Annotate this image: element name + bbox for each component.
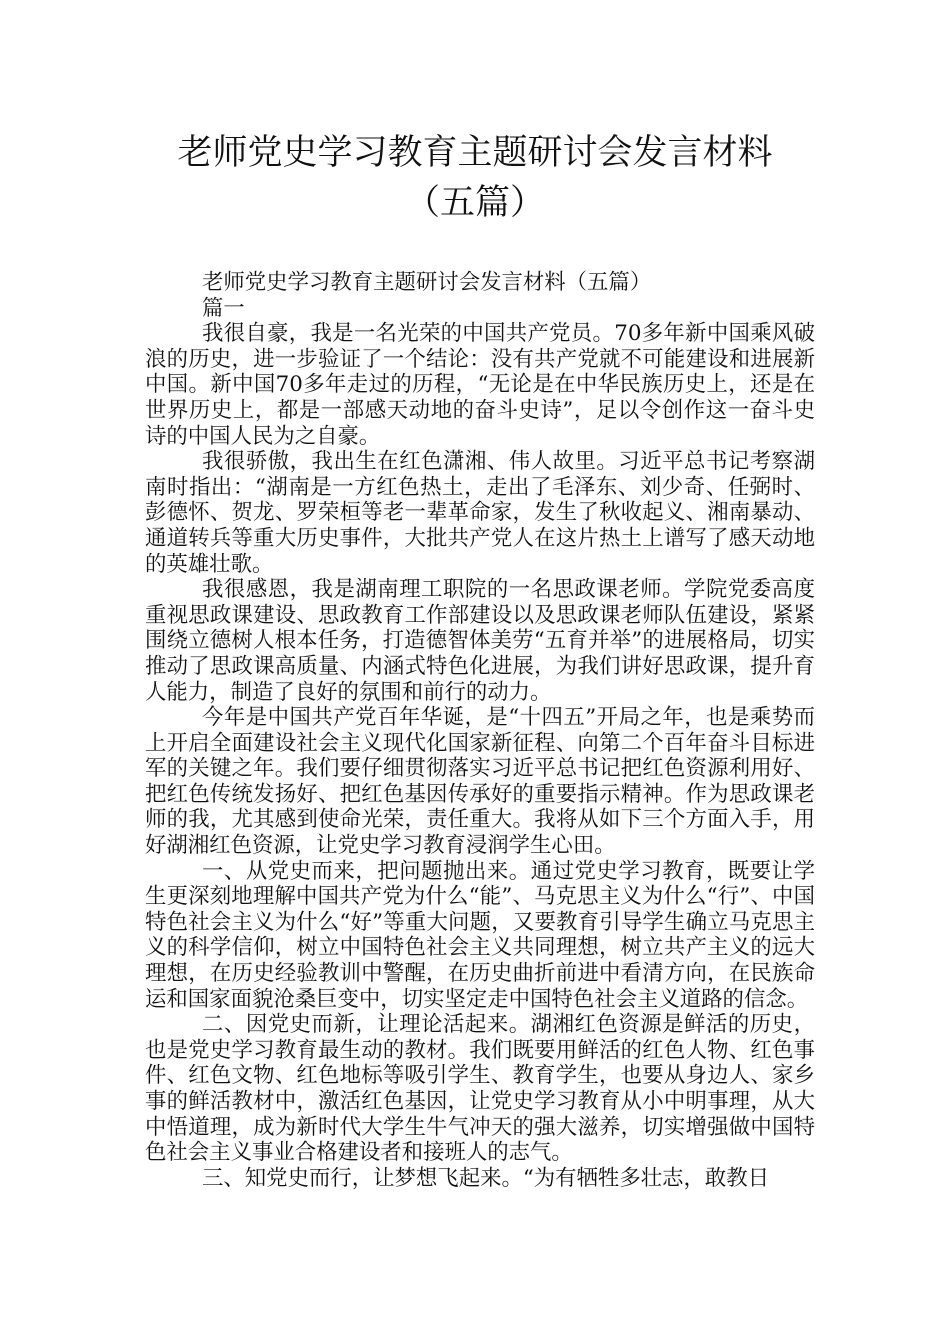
document-body: [145, 270, 815, 1191]
document-title-line-2: （五篇）: [404, 183, 545, 223]
paragraph: 一、从党史而来，把问题抛出来。通过党史学习教育，既要让学生更深刻地理解中国共产党为什么“能”、马克思主义为什么“行”、中国特色社会主义为什么“好”等重大问题，又要教育引导学生确立马克思主义的科学信仰，树立中国特色社会主义共同理想，树立共产主义的远大理想，在历史经验教训中警醒，在历史曲折前进中看清方向，在民族命运和国家面貌沧桑巨变中，切实坚定走中国特色社会主义道路的信念。: [145, 858, 815, 1012]
paragraph: 我很感恩，我是湖南理工职院的一名思政课老师。学院党委高度重视思政课建设、思政教育工作部建设以及思政课老师队伍建设，紧紧围绕立德树人根本任务，打造德智体美劳“五育并举”的进展格局，切实推动了思政课高质量、内涵式特色化进展，为我们讲好思政课，提升育人能力，制造了良好的氛围和前行的动力。: [145, 577, 815, 705]
paragraph: 三、知党史而行，让梦想飞起来。“为有牺牲多壮志，敢教日: [202, 1165, 770, 1191]
part-label: 篇一: [202, 295, 245, 321]
document-subtitle: 老师党史学习教育主题研讨会发言材料（五篇）: [202, 270, 652, 295]
paragraph: 今年是中国共产党百年华诞，是“十四五”开局之年，也是乘势而上开启全面建设社会主义现代化国家新征程、向第二个百年奋斗目标进军的关键之年。我们要仔细贯彻落实习近平总书记把红色资源利用好、把红色传统发扬好、把红色基因传承好的重要指示精神。作为思政课老师的我，尤其感到使命光荣，责任重大。我将从如下三个方面入手，用好湖湘红色资源，让党史学习教育浸润学生心田。: [145, 705, 815, 859]
paragraph: 二、因党史而新，让理论活起来。湖湘红色资源是鲜活的历史，也是党史学习教育最生动的教材。我们既要用鲜活的红色人物、红色事件、红色文物、红色地标等吸引学生、教育学生，也要从身边人、家乡事的鲜活教材中，激活红色基因，让党史学习教育从小中明事理，从大中悟道理，成为新时代大学生牛气冲天的强大滋养，切实增强做中国特色社会主义事业合格建设者和接班人的志气。: [145, 1012, 815, 1166]
paragraph: 我很自豪，我是一名光荣的中国共产党员。70多年新中国乘风破浪的历史，进一步验证了一个结论：没有共产党就不可能建设和进展新中国。新中国70多年走过的历程，“无论是在中华民族历史上，还是在世界历史上，都是一部感天动地的奋斗史诗”，足以令创作这一奋斗史诗的中国人民为之自豪。: [145, 321, 815, 449]
document-title-line-1: 老师党史学习教育主题研讨会发言材料: [177, 133, 773, 173]
paragraph: 我很骄傲，我出生在红色潇湘、伟人故里。习近平总书记考察湖南时指出：“湖南是一方红色热土，走出了毛泽东、刘少奇、任弼时、彭德怀、贺龙、罗荣桓等老一辈革命家，发生了秋收起义、湘南暴动、通道转兵等重大历史事件，大批共产党人在这片热土上谱写了感天动地的英雄壮歌。: [145, 449, 815, 577]
